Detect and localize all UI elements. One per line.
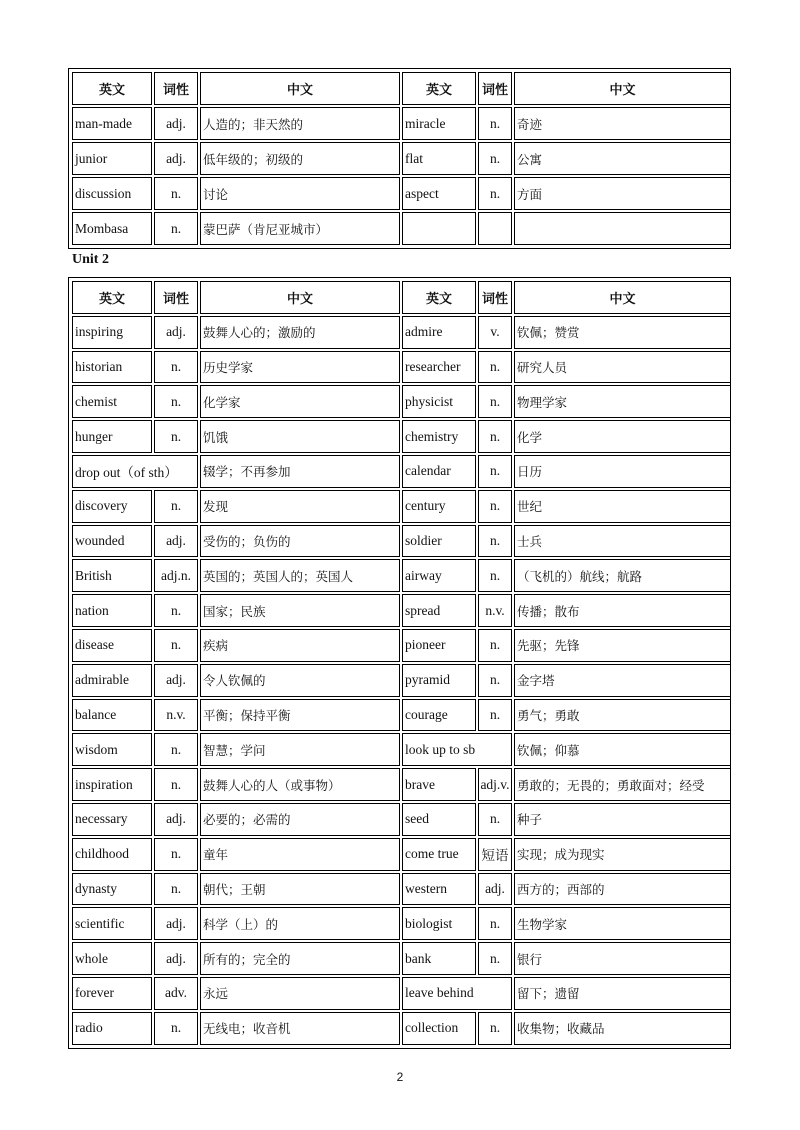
- chinese-cell: 所有的；完全的: [200, 942, 400, 975]
- table-row: [72, 490, 731, 523]
- chinese-cell: 朝代；王朝: [200, 873, 400, 906]
- chinese-cell: 饥饿: [200, 420, 400, 453]
- pos-cell: n.: [478, 664, 512, 697]
- english-cell: Mombasa: [72, 212, 152, 245]
- english-cell: admire: [402, 316, 476, 349]
- chinese-cell: 国家；民族: [200, 594, 400, 627]
- pos-cell: adj.: [154, 316, 198, 349]
- chinese-cell: [514, 212, 731, 245]
- pos-cell: n.: [478, 629, 512, 662]
- chinese-cell: 科学（上）的: [200, 907, 400, 940]
- english-cell: scientific: [72, 907, 152, 940]
- chinese-cell: 钦佩；仰慕: [514, 733, 731, 766]
- table-row: [72, 664, 731, 697]
- chinese-cell: 讨论: [200, 177, 400, 210]
- english-cell: brave: [402, 768, 476, 801]
- pos-cell: 短语: [478, 838, 512, 871]
- table-row: [72, 559, 731, 592]
- pos-cell: adj.: [154, 142, 198, 175]
- header-pos: 词性: [154, 281, 198, 314]
- table-row: [72, 942, 731, 975]
- english-cell: [402, 212, 476, 245]
- pos-cell: n.: [478, 177, 512, 210]
- english-cell: researcher: [402, 351, 476, 384]
- english-cell: calendar: [402, 455, 476, 488]
- english-cell: collection: [402, 1012, 476, 1045]
- vocab-table-unit1: [68, 68, 731, 249]
- chinese-cell: 西方的；西部的: [514, 873, 731, 906]
- chinese-cell: 实现；成为现实: [514, 838, 731, 871]
- pos-cell: n.: [478, 699, 512, 732]
- table-row: [72, 316, 731, 349]
- header-pos: 词性: [478, 281, 512, 314]
- english-cell: whole: [72, 942, 152, 975]
- chinese-cell: 无线电；收音机: [200, 1012, 400, 1045]
- table-row: [72, 142, 731, 175]
- table-row: [72, 699, 731, 732]
- vocab-table-unit2: [68, 277, 731, 1049]
- pos-cell: adj.: [154, 907, 198, 940]
- table-row: [72, 838, 731, 871]
- english-cell: dynasty: [72, 873, 152, 906]
- english-cell: discovery: [72, 490, 152, 523]
- chinese-cell: 勇气；勇敢: [514, 699, 731, 732]
- english-cell: discussion: [72, 177, 152, 210]
- chinese-cell: 日历: [514, 455, 731, 488]
- table-row: [72, 212, 731, 245]
- pos-cell: n.: [154, 594, 198, 627]
- table-row: [72, 107, 731, 140]
- english-cell: hunger: [72, 420, 152, 453]
- english-cell: disease: [72, 629, 152, 662]
- chinese-cell: 研究人员: [514, 351, 731, 384]
- table-row: [72, 907, 731, 940]
- unit-heading: Unit 2: [72, 252, 109, 267]
- chinese-cell: 令人钦佩的: [200, 664, 400, 697]
- english-cell: drop out（of sth）: [72, 455, 198, 488]
- pos-cell: n.: [154, 177, 198, 210]
- header-english: 英文: [72, 72, 152, 105]
- english-cell: balance: [72, 699, 152, 732]
- english-cell: come true: [402, 838, 476, 871]
- table-row: [72, 977, 731, 1010]
- english-cell: look up to sb: [402, 733, 512, 766]
- pos-cell: [478, 212, 512, 245]
- english-cell: soldier: [402, 525, 476, 558]
- chinese-cell: 生物学家: [514, 907, 731, 940]
- table-row: [72, 873, 731, 906]
- english-cell: childhood: [72, 838, 152, 871]
- pos-cell: n.: [478, 490, 512, 523]
- pos-cell: adv.: [154, 977, 198, 1010]
- chinese-cell: 士兵: [514, 525, 731, 558]
- chinese-cell: 发现: [200, 490, 400, 523]
- chinese-cell: 蒙巴萨（肯尼亚城市）: [200, 212, 400, 245]
- pos-cell: adj.: [154, 107, 198, 140]
- chinese-cell: 鼓舞人心的；激励的: [200, 316, 400, 349]
- table-row: [72, 768, 731, 801]
- english-cell: forever: [72, 977, 152, 1010]
- chinese-cell: 化学家: [200, 385, 400, 418]
- english-cell: pioneer: [402, 629, 476, 662]
- header-pos: 词性: [478, 72, 512, 105]
- english-cell: radio: [72, 1012, 152, 1045]
- english-cell: chemistry: [402, 420, 476, 453]
- pos-cell: n.: [154, 385, 198, 418]
- pos-cell: n.: [478, 525, 512, 558]
- english-cell: courage: [402, 699, 476, 732]
- pos-cell: n.: [478, 351, 512, 384]
- table-row: [72, 351, 731, 384]
- english-cell: British: [72, 559, 152, 592]
- english-cell: physicist: [402, 385, 476, 418]
- chinese-cell: 留下；遗留: [514, 977, 731, 1010]
- pos-cell: adj.: [154, 942, 198, 975]
- table-row: [72, 455, 731, 488]
- pos-cell: n.v.: [154, 699, 198, 732]
- chinese-cell: 低年级的；初级的: [200, 142, 400, 175]
- chinese-cell: 化学: [514, 420, 731, 453]
- header-chinese: 中文: [514, 72, 731, 105]
- page-number: 2: [396, 1070, 404, 1084]
- chinese-cell: 平衡；保持平衡: [200, 699, 400, 732]
- english-cell: inspiration: [72, 768, 152, 801]
- chinese-cell: 方面: [514, 177, 731, 210]
- chinese-cell: 公寓: [514, 142, 731, 175]
- english-cell: airway: [402, 559, 476, 592]
- chinese-cell: 物理学家: [514, 385, 731, 418]
- english-cell: aspect: [402, 177, 476, 210]
- pos-cell: n.: [154, 490, 198, 523]
- chinese-cell: 传播；散布: [514, 594, 731, 627]
- pos-cell: adj.v.: [478, 768, 512, 801]
- pos-cell: n.: [478, 1012, 512, 1045]
- english-cell: historian: [72, 351, 152, 384]
- english-cell: junior: [72, 142, 152, 175]
- header-english: 英文: [402, 281, 476, 314]
- english-cell: chemist: [72, 385, 152, 418]
- table-row: [72, 733, 731, 766]
- pos-cell: n.: [154, 1012, 198, 1045]
- chinese-cell: 童年: [200, 838, 400, 871]
- pos-cell: n.: [478, 107, 512, 140]
- chinese-cell: 人造的；非天然的: [200, 107, 400, 140]
- header-english: 英文: [402, 72, 476, 105]
- chinese-cell: 必要的；必需的: [200, 803, 400, 836]
- chinese-cell: 受伤的；负伤的: [200, 525, 400, 558]
- pos-cell: n.: [478, 559, 512, 592]
- pos-cell: n.: [154, 351, 198, 384]
- pos-cell: n.: [478, 420, 512, 453]
- table-row: [72, 177, 731, 210]
- english-cell: necessary: [72, 803, 152, 836]
- header-chinese: 中文: [514, 281, 731, 314]
- english-cell: wisdom: [72, 733, 152, 766]
- chinese-cell: 疾病: [200, 629, 400, 662]
- chinese-cell: 种子: [514, 803, 731, 836]
- pos-cell: n.: [154, 838, 198, 871]
- pos-cell: n.v.: [478, 594, 512, 627]
- pos-cell: n.: [154, 873, 198, 906]
- header-chinese: 中文: [200, 281, 400, 314]
- table-header-row: [72, 72, 731, 105]
- pos-cell: n.: [154, 629, 198, 662]
- english-cell: biologist: [402, 907, 476, 940]
- chinese-cell: （飞机的）航线；航路: [514, 559, 731, 592]
- english-cell: man-made: [72, 107, 152, 140]
- pos-cell: n.: [478, 907, 512, 940]
- chinese-cell: 英国的；英国人的；英国人: [200, 559, 400, 592]
- pos-cell: n.: [478, 803, 512, 836]
- pos-cell: n.: [154, 420, 198, 453]
- english-cell: western: [402, 873, 476, 906]
- chinese-cell: 银行: [514, 942, 731, 975]
- english-cell: miracle: [402, 107, 476, 140]
- pos-cell: adj.: [154, 664, 198, 697]
- table-row: [72, 1012, 731, 1045]
- table-header-row: [72, 281, 731, 314]
- header-pos: 词性: [154, 72, 198, 105]
- pos-cell: adj.: [154, 803, 198, 836]
- pos-cell: n.: [154, 733, 198, 766]
- table-row: [72, 420, 731, 453]
- english-cell: admirable: [72, 664, 152, 697]
- table-row: [72, 525, 731, 558]
- chinese-cell: 奇迹: [514, 107, 731, 140]
- pos-cell: n.: [478, 142, 512, 175]
- pos-cell: adj.: [154, 525, 198, 558]
- chinese-cell: 鼓舞人心的人（或事物）: [200, 768, 400, 801]
- chinese-cell: 收集物；收藏品: [514, 1012, 731, 1045]
- pos-cell: adj.n.: [154, 559, 198, 592]
- english-cell: century: [402, 490, 476, 523]
- chinese-cell: 金字塔: [514, 664, 731, 697]
- chinese-cell: 先驱；先锋: [514, 629, 731, 662]
- english-cell: flat: [402, 142, 476, 175]
- header-english: 英文: [72, 281, 152, 314]
- table-row: [72, 385, 731, 418]
- pos-cell: n.: [154, 212, 198, 245]
- english-cell: bank: [402, 942, 476, 975]
- english-cell: pyramid: [402, 664, 476, 697]
- pos-cell: n.: [478, 942, 512, 975]
- english-cell: wounded: [72, 525, 152, 558]
- chinese-cell: 历史学家: [200, 351, 400, 384]
- chinese-cell: 永远: [200, 977, 400, 1010]
- chinese-cell: 勇敢的；无畏的；勇敢面对；经受: [514, 768, 731, 801]
- english-cell: spread: [402, 594, 476, 627]
- table-row: [72, 803, 731, 836]
- pos-cell: v.: [478, 316, 512, 349]
- chinese-cell: 辍学；不再参加: [200, 455, 400, 488]
- pos-cell: adj.: [478, 873, 512, 906]
- header-chinese: 中文: [200, 72, 400, 105]
- pos-cell: n.: [478, 385, 512, 418]
- english-cell: seed: [402, 803, 476, 836]
- english-cell: leave behind: [402, 977, 512, 1010]
- english-cell: nation: [72, 594, 152, 627]
- pos-cell: n.: [478, 455, 512, 488]
- chinese-cell: 智慧；学问: [200, 733, 400, 766]
- table-row: [72, 594, 731, 627]
- chinese-cell: 钦佩；赞赏: [514, 316, 731, 349]
- pos-cell: n.: [154, 768, 198, 801]
- table-row: [72, 629, 731, 662]
- chinese-cell: 世纪: [514, 490, 731, 523]
- english-cell: inspiring: [72, 316, 152, 349]
